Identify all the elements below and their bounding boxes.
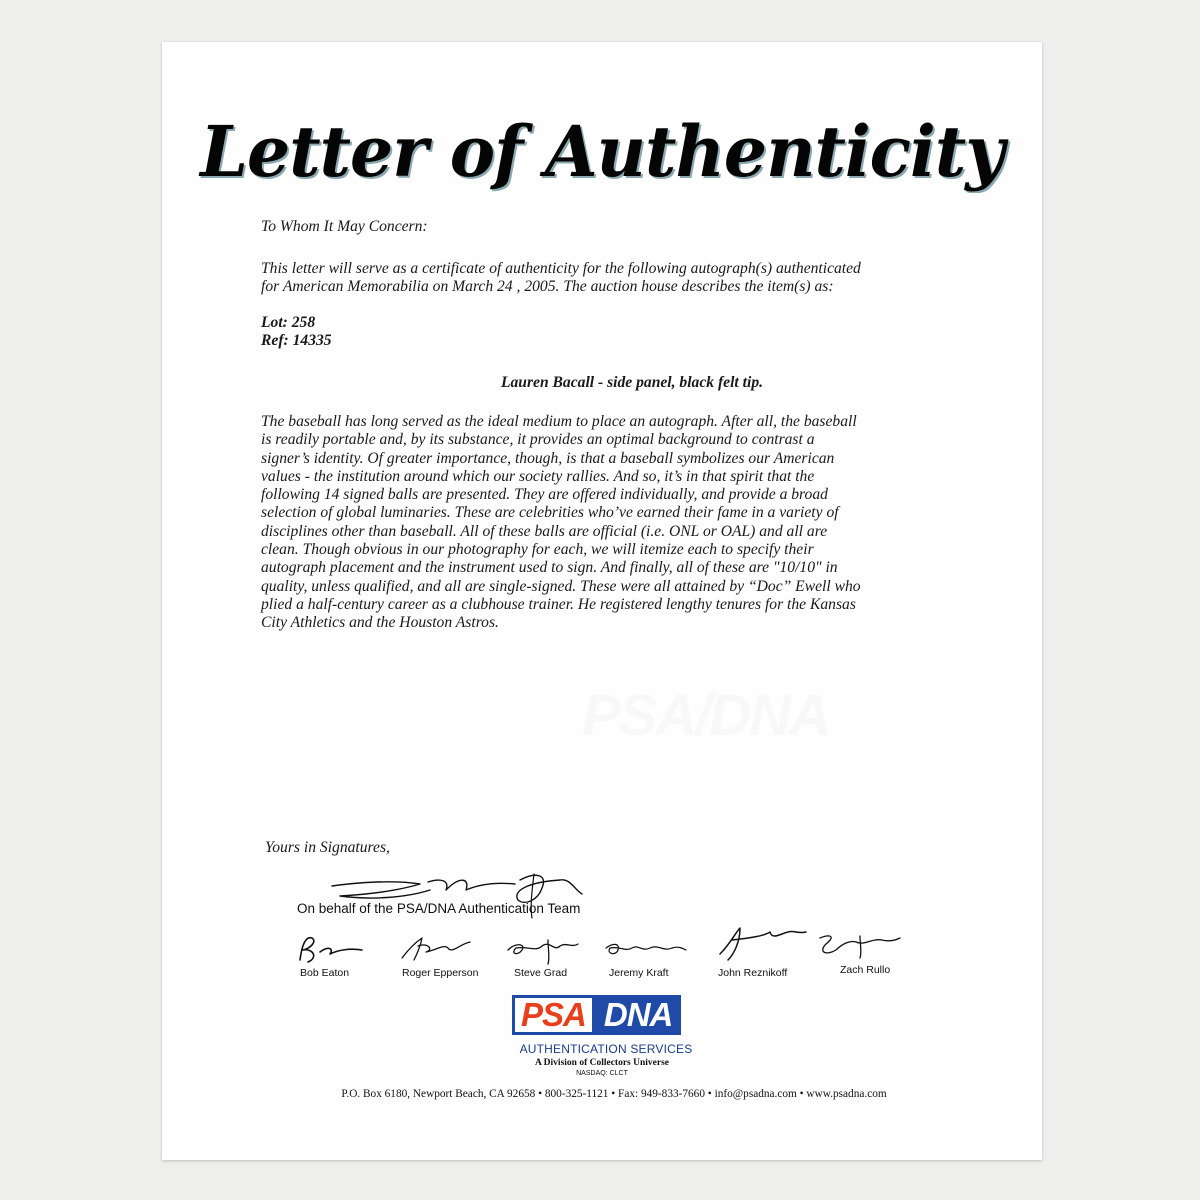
greeting: To Whom It May Concern: xyxy=(261,218,428,235)
jeremy-kraft-signature xyxy=(600,932,690,966)
body-line: plied a half-century career as a clubhouse trainer. He registered lengthy tenures for the Kansas xyxy=(261,595,856,613)
lot-number: Lot: 258 xyxy=(261,314,316,331)
nasdaq-label: NASDAQ: CLCT xyxy=(576,1070,628,1077)
closing: Yours in Signatures, xyxy=(265,839,390,856)
steve-grad-signature xyxy=(502,932,582,966)
item-description: Lauren Bacall - side panel, black felt tip. xyxy=(500,374,764,391)
intro-line: This letter will serve as a certificate of authenticity for the following autograph(s) authenticated xyxy=(261,260,861,277)
body-line: signer’s identity. Of greater importance, though, is that a baseball symbolizes our American xyxy=(261,449,835,467)
zach-rullo-signature xyxy=(812,928,902,962)
body-line: disciplines other than baseball. All of these balls are official (i.e. ONL or OAL) and all are xyxy=(261,522,828,540)
division-label: A Division of Collectors Universe xyxy=(534,1058,670,1068)
roger-epperson-signature xyxy=(398,932,478,966)
bob-eaton-signature xyxy=(294,932,366,966)
on-behalf-text: On behalf of the PSA/DNA Authentication Team xyxy=(297,901,581,916)
logo-dna-text: DNA xyxy=(595,995,682,1035)
team-member-name: John Reznikoff xyxy=(718,967,788,979)
body-line: The baseball has long served as the ideal medium to place an autograph. After all, the baseball xyxy=(261,413,857,430)
body-line: values - the institution around which our society rallies. And so, it’s in that spirit that the xyxy=(261,467,815,485)
intro-paragraph xyxy=(261,260,941,296)
team-member-name: Roger Epperson xyxy=(402,967,479,979)
watermark-logo xyxy=(582,682,829,749)
ref-number: Ref: 14335 xyxy=(261,332,332,349)
team-member-name: Bob Eaton xyxy=(300,967,350,979)
body-line: clean. Though obvious in our photography for each, we will itemize each to specify their xyxy=(261,541,814,559)
footer-contact: P.O. Box 6180, Newport Beach, CA 92658 • 800-325-1121 • Fax: 949-833-7660 • info@psadna.com • www.psadna.com xyxy=(341,1088,887,1100)
body-line: quality, unless qualified, and all are single-signed. These were all attained by “Doc” Ewell who xyxy=(261,577,861,595)
letter-sheet xyxy=(162,42,1042,1160)
team-member-name: Jeremy Kraft xyxy=(609,967,669,979)
body-line: is readily portable and, by its substance, it provides an optimal background to contrast a xyxy=(261,431,815,449)
logo-psa-text: PSA xyxy=(512,995,595,1035)
body-line: following 14 signed balls are presented. They are offered individually, and provide a broad xyxy=(261,486,828,504)
team-member-name: Steve Grad xyxy=(514,967,568,979)
authentication-services-label: AUTHENTICATION SERVICES xyxy=(519,1042,693,1056)
body-line: autograph placement and the instrument used to sign. And finally, all of these are "10/10" in xyxy=(261,559,838,577)
lot-info xyxy=(261,314,332,350)
body-line: selection of global luminaries. These are celebrities who’ve earned their fame in a variety of xyxy=(261,504,839,522)
letter-title: Letter of Authenticity xyxy=(200,110,1004,193)
body-paragraph xyxy=(261,413,921,633)
intro-line: for American Memorabilia on March 24 , 2005. The auction house describes the item(s) as: xyxy=(261,278,834,295)
body-line: City Athletics and the Houston Astros. xyxy=(261,614,499,632)
team-member-name: Zach Rullo xyxy=(840,964,891,976)
psa-dna-logo xyxy=(512,995,681,1035)
john-reznikoff-signature xyxy=(710,924,810,964)
